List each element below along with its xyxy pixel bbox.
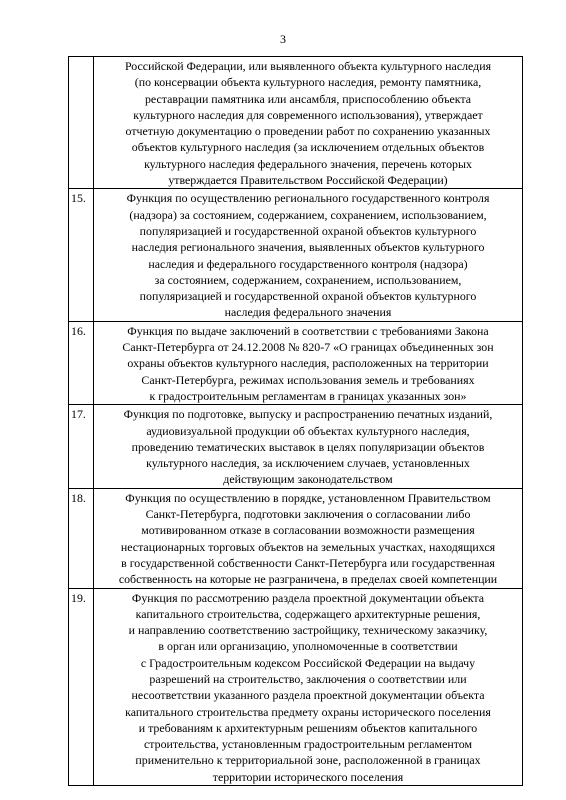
text-line: и направлению соответствению застройщику, техническому заказчику, — [128, 623, 488, 638]
text-line: утверждается Правительством Российской Федерации) — [168, 173, 448, 188]
text-line: разрешений на строительство, заключения о соответствии или — [149, 671, 467, 686]
text-line: нестационарных торговых объектов на земельных участках, находящихся — [120, 539, 496, 554]
text-line: в орган или организацию, уполномоченные в соответствии — [158, 639, 458, 654]
text-line: (надзора) за состоянием, содержанием, сохранением, использованием, — [129, 207, 487, 222]
text-line: действующим законодательством — [223, 472, 393, 487]
row-number — [69, 57, 94, 189]
text-line: Российской Федерации, или выявленного объекта культурного наследия — [124, 59, 492, 73]
text-line: реставрации памятника или ансамбля, приспособлению объекта — [144, 91, 471, 106]
text-line: несоответствии указанного раздела проектной документации объекта — [131, 688, 485, 703]
text-line: Функция по рассмотрению раздела проектной документации объекта — [131, 590, 485, 605]
row-function-text — [94, 488, 523, 588]
text-line: охраны объектов культурного наследия, расположенных на территории — [127, 356, 489, 371]
text-line: Функция по осуществлению регионального государственного контроля — [126, 191, 490, 206]
text-line: с Градостроительным кодексом Российской Федерации на выдачу — [140, 655, 476, 670]
text-line: и требованиям к архитектурным решениям объектов капитального — [138, 720, 478, 735]
text-line: популяризацией и государственной охраной объектов культурного — [139, 289, 477, 304]
text-line: Санкт-Петербурга от 24.12.2008 № 820-7 «О границах объединенных зон — [122, 340, 494, 355]
text-line: в государственной собственности Санкт-Петербурга или государственная — [121, 555, 495, 570]
text-line: строительства, установленным градостроительным регламентом — [144, 737, 472, 752]
text-line: за состоянием, содержанием, сохранением, использованием, — [154, 272, 462, 287]
text-line: наследия регионального значения, выявленных объектов культурного — [131, 240, 485, 255]
table-row — [69, 189, 523, 321]
functions-table-body — [69, 57, 523, 786]
text-line: культурного наследия для современного использования), утверждает — [133, 107, 483, 122]
text-line: территории исторического поселения — [212, 769, 404, 784]
text-line: аудиовизуальной продукции об объектах культурного наследия, — [146, 423, 470, 438]
page-number: 3 — [280, 32, 286, 46]
text-line: Функция по подготовке, выпуску и распространению печатных изданий, — [123, 407, 493, 422]
functions-table — [68, 56, 523, 786]
row-number: 15. — [69, 189, 94, 321]
row-number: 16. — [69, 321, 94, 404]
row-function-text — [94, 321, 523, 404]
text-line: проведению тематических выставок в целях популяризации объектов — [131, 439, 485, 454]
text-line: наследия федерального значения — [224, 305, 392, 320]
row-number: 17. — [69, 405, 94, 488]
text-line: культурного наследия, за исключением случаев, установленных — [146, 456, 470, 471]
text-line: мотивированном отказе в согласовании возможности размещения — [141, 523, 475, 538]
text-line: Санкт-Петербурга, подготовки заключения о согласовании либо — [145, 507, 471, 522]
text-line: Функция по осуществлению в порядке, установленном Правительством — [125, 490, 491, 505]
text-line: культурного наследия федерального значения, перечень которых — [144, 156, 472, 171]
text-line: (по консервации объекта культурного наследия, ремонту памятника, — [134, 75, 482, 90]
table-row — [69, 488, 523, 588]
table-row — [69, 405, 523, 488]
row-function-text — [94, 588, 523, 786]
text-line: популяризацией и государственной охраной объектов культурного — [139, 223, 477, 238]
text-line: к градостроительным регламентам в границах указанных зон» — [149, 388, 467, 403]
text-line: объектов культурного наследия (за исключением отдельных объектов — [131, 140, 485, 155]
table-row — [69, 588, 523, 786]
row-number: 19. — [69, 588, 94, 786]
row-function-text — [94, 57, 523, 189]
table-row — [69, 321, 523, 404]
text-line: собственность на которые не разграничена, в пределах своей компетенции — [118, 572, 498, 587]
table-row — [69, 57, 523, 189]
text-line: применительно к территориальной зоне, расположенной в границах — [135, 753, 481, 768]
text-line: капитального строительства предмету охраны исторического поселения — [125, 704, 491, 719]
text-line: отчетную документацию о проведении работ по сохранению указанных — [125, 124, 491, 139]
text-line: наследия и федерального государственного контроля (надзора) — [148, 256, 468, 271]
text-line: Санкт-Петербурга, режимах использования земель и требованиях — [141, 372, 475, 387]
text-line: капитального строительства, содержащего архитектурные решения, — [135, 606, 481, 621]
row-function-text — [94, 405, 523, 488]
row-number: 18. — [69, 488, 94, 588]
row-function-text — [94, 189, 523, 321]
text-line: Функция по выдаче заключений в соответствии с требованиями Закона — [127, 323, 489, 338]
